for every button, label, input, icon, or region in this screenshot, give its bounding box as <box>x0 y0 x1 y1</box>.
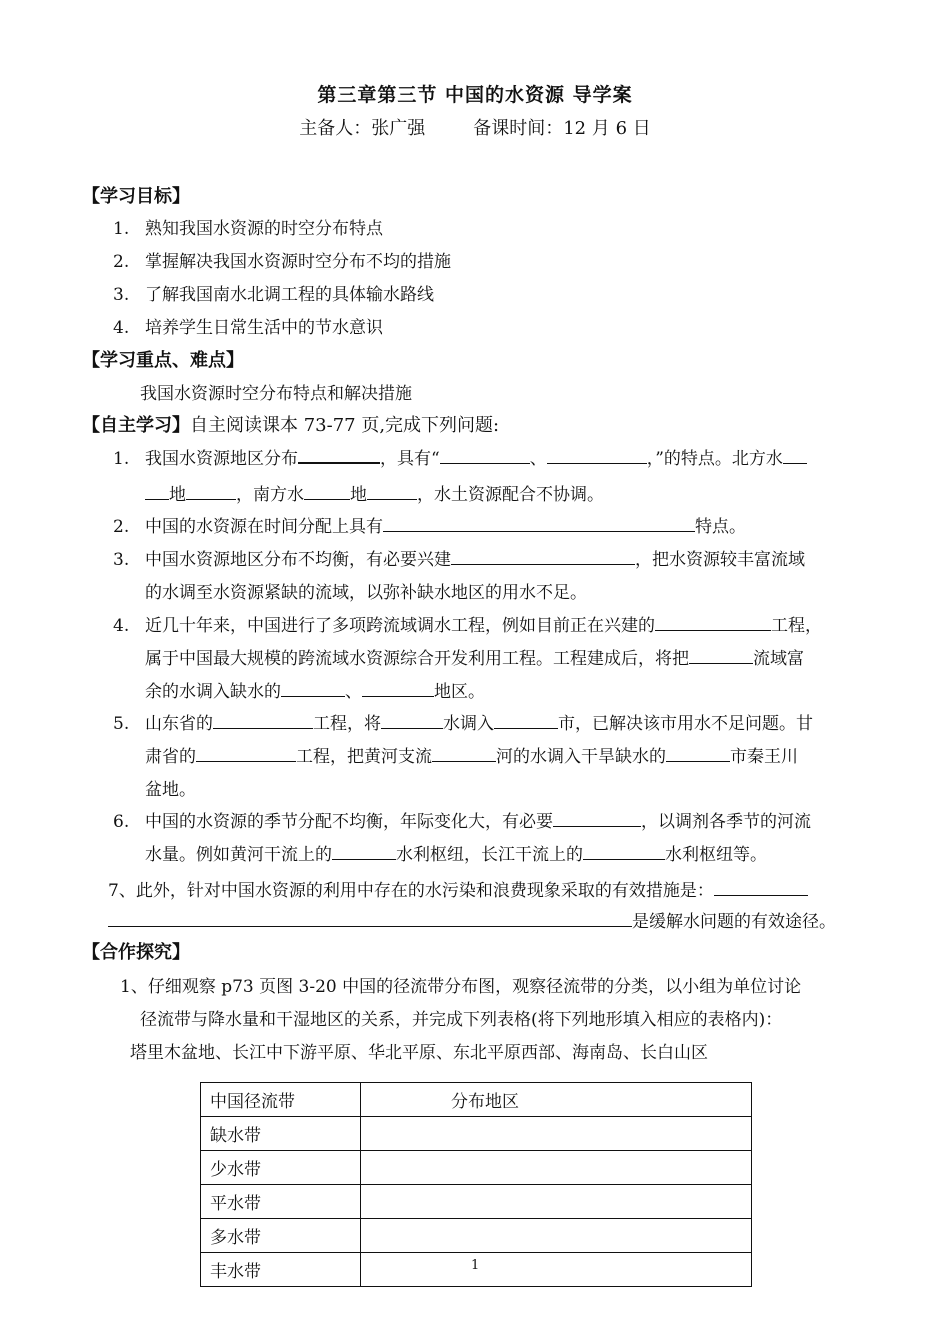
question-6-cont: 水量。例如黄河干流上的 水利枢纽，长江干流上的 水利枢纽等。 <box>145 845 767 865</box>
question-4-cont2: 余的水调入缺水的 、 地区。 <box>145 682 485 702</box>
objective-item: 3. 了解我国南水北调工程的具体输水路线 <box>113 285 434 305</box>
self-study-note: 自主阅读课本 73-77 页,完成下列问题: <box>190 415 500 436</box>
section-key-points: 【学习重点、难点】 <box>82 350 244 371</box>
question-2: 2. 中国的水资源在时间分配上具有 特点。 <box>113 517 746 537</box>
section-self-study: 【自主学习】自主阅读课本 73-77 页,完成下列问题: <box>82 415 500 436</box>
question-5-cont: 肃省的 工程，把黄河支流 河的水调入干旱缺水的 市秦王川 <box>145 747 798 767</box>
zone-name: 缺水带 <box>201 1117 361 1151</box>
key-point-text: 我国水资源时空分布特点和解决措施 <box>140 384 412 404</box>
table-row <box>201 1185 752 1219</box>
page-number: 1 <box>471 1258 480 1273</box>
table-row <box>201 1151 752 1185</box>
objective-item: 1. 熟知我国水资源的时空分布特点 <box>113 219 383 239</box>
zone-region-cell[interactable] <box>361 1219 752 1253</box>
question-1: 1. 我国水资源地区分布 ，具有“ 、 ，”的特点。北方水 <box>113 444 807 469</box>
objective-item: 2. 掌握解决我国水资源时空分布不均的措施 <box>113 252 451 272</box>
question-3-cont: 的水调至水资源紧缺的流域，以弥补缺水地区的用水不足。 <box>145 583 587 603</box>
question-5: 5. 山东省的 工程，将 水调入 市，已解决该市用水不足问题。甘 <box>113 714 813 734</box>
question-7: 7、此外，针对中国水资源的利用中存在的水污染和浪费现象采取的有效措施是： <box>108 876 808 901</box>
prep-time: 备课时间：12 月 6 日 <box>473 118 651 139</box>
coop-line-3: 塔里木盆地、长江中下游平原、华北平原、东北平原西部、海南岛、长白山区 <box>130 1043 708 1063</box>
table-header-cell: 分布地区 <box>361 1083 752 1117</box>
table-header-cell: 中国径流带 <box>201 1083 361 1117</box>
section-objectives: 【学习目标】 <box>82 186 190 207</box>
zone-region-cell[interactable] <box>361 1185 752 1219</box>
runoff-zone-table <box>200 1082 752 1287</box>
question-4-cont: 属于中国最大规模的跨流域水资源综合开发利用工程。工程建成后，将把 流域富 <box>145 649 804 669</box>
table-header-row <box>201 1083 752 1117</box>
objective-item: 4. 培养学生日常生活中的节水意识 <box>113 318 383 338</box>
zone-name: 平水带 <box>201 1185 361 1219</box>
question-7-cont: 是缓解水问题的有效途径。 <box>108 907 836 932</box>
zone-region-cell[interactable] <box>361 1117 752 1151</box>
zone-name: 少水带 <box>201 1151 361 1185</box>
coop-line-1: 1、仔细观察 p73 页图 3-20 中国的径流带分布图，观察径流带的分类，以小组为单位讨论 <box>120 977 802 997</box>
page-title: 第三章第三节 中国的水资源 导学案 <box>317 84 633 106</box>
question-4: 4. 近几十年来，中国进行了多项跨流域调水工程，例如目前正在兴建的 工程， <box>113 616 822 636</box>
zone-name: 丰水带 <box>201 1253 361 1287</box>
zone-region-cell[interactable] <box>361 1151 752 1185</box>
question-1-cont: 地 ，南方水 地 ，水土资源配合不协调。 <box>145 480 604 505</box>
question-3: 3. 中国水资源地区分布不均衡，有必要兴建 ，把水资源较丰富流域 <box>113 550 805 570</box>
section-cooperation: 【合作探究】 <box>82 942 190 963</box>
coop-line-2: 径流带与降水量和干湿地区的关系，并完成下列表格(将下列地形填入相应的表格内)： <box>140 1010 783 1030</box>
zone-region-cell[interactable] <box>361 1253 752 1287</box>
table-row <box>201 1117 752 1151</box>
preparer: 主备人：张广强 <box>299 118 426 139</box>
table-row <box>201 1219 752 1253</box>
question-6: 6. 中国的水资源的季节分配不均衡，年际变化大，有必要 ，以调剂各季节的河流 <box>113 812 811 832</box>
question-5-cont2: 盆地。 <box>145 780 196 800</box>
subtitle <box>0 114 950 140</box>
zone-name: 多水带 <box>201 1219 361 1253</box>
